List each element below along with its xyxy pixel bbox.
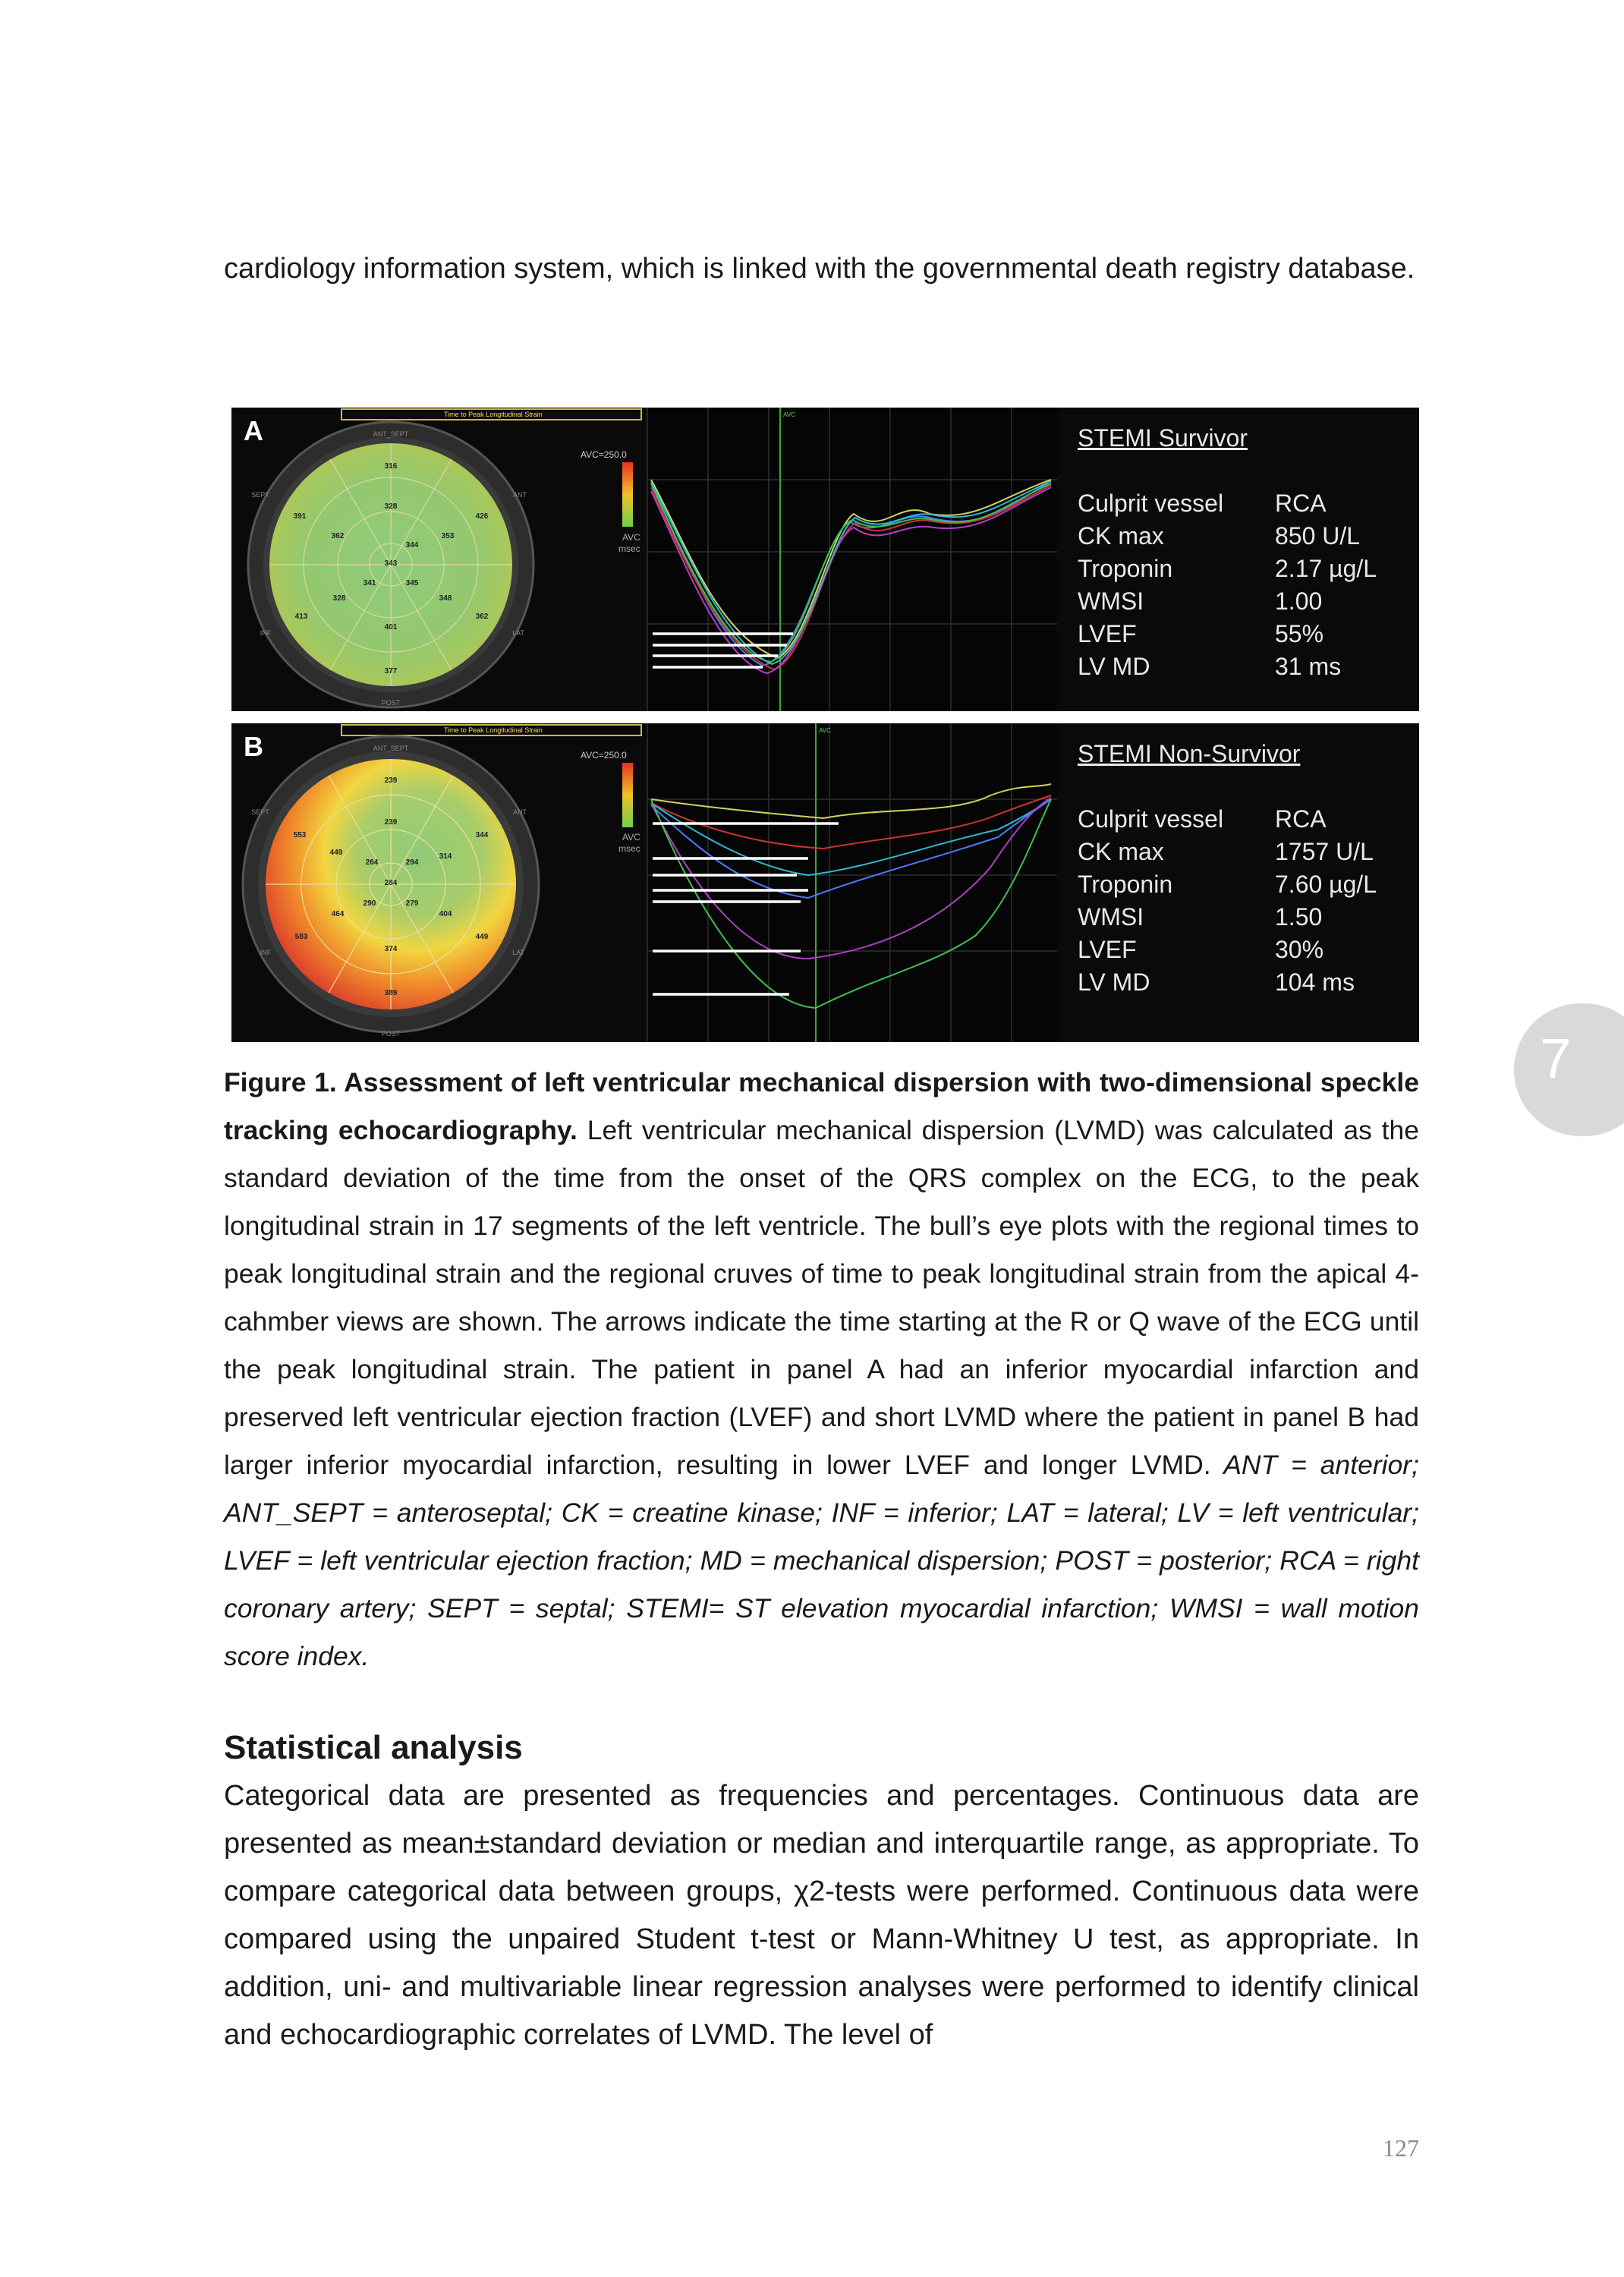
- info-row: LV MD 104 ms: [1078, 968, 1355, 996]
- seg-label: 404: [439, 910, 452, 918]
- seg-label: 353: [441, 532, 455, 540]
- caption-body: Left ventricular mechanical dispersion (LVMD) was calculated as the standard deviation of the time from the onset of the QRS complex on the ECG, to the peak longitudinal strain in 17 segments of the left ventricle. The bull’s eye plots with the regional times to peak longitudinal strain and the regional cruves of time to peak longitudinal strain from the apical 4-cahmber views are shown. The arrows indicate the time starting at the R or Q wave of the ECG until the peak longitudinal strain. The patient in panel A had an inferior myocardial infarction and preserved left ventricular ejection fraction (LVEF) and short LVMD where the patient in panel B had larger inferior myocardial infarction, resulting in lower LVEF and longer LVMD.: [224, 1115, 1419, 1480]
- seg-label: 294: [405, 858, 419, 867]
- info-row: Troponin 7.60 µg/L: [1078, 871, 1377, 898]
- seg-label: 449: [475, 933, 489, 941]
- svg-text:AVC: AVC: [783, 411, 795, 418]
- svg-text:msec: msec: [618, 843, 640, 854]
- svg-text:AVC=250.0: AVC=250.0: [581, 449, 627, 460]
- seg-label: 328: [384, 502, 398, 511]
- svg-text:AVC: AVC: [622, 532, 640, 543]
- chapter-tab: [1514, 1003, 1624, 1136]
- seg-label: 389: [384, 989, 398, 997]
- page-number: 127: [1383, 2134, 1419, 2162]
- seg-label: 553: [293, 831, 307, 839]
- svg-text:ANT_SEPT: ANT_SEPT: [373, 430, 409, 438]
- figure-panel-a: [231, 408, 1419, 711]
- seg-label: 362: [331, 532, 345, 540]
- info-row: Culprit vessel RCA: [1078, 805, 1327, 833]
- info-row: CK max 1757 U/L: [1078, 838, 1374, 865]
- seg-label: 239: [384, 776, 398, 785]
- seg-label: 343: [384, 559, 398, 568]
- info-row: CK max 850 U/L: [1078, 522, 1361, 550]
- caption-abbreviations: ANT = anterior; ANT_SEPT = anteroseptal; CK = creatine kinase; INF = inferior; LAT = lateral; LV = left ventricular; LVEF = left ventricular ejection fraction; MD = mechanical dispersion; POST = posterior; RCA = right coronary artery; SEPT = septal; STEMI= ST elevation myocardial infarction; WMSI = wall motion score index.: [224, 1450, 1419, 1671]
- seg-label: 583: [294, 933, 308, 941]
- seg-label: 362: [475, 613, 489, 621]
- svg-text:AVC: AVC: [819, 727, 831, 734]
- panel-b-letter: B: [244, 731, 263, 762]
- seg-label: 279: [405, 899, 419, 908]
- info-row: WMSI 1.00: [1078, 587, 1323, 615]
- panel-a-strain-curves: [647, 408, 1057, 711]
- svg-text:POST: POST: [381, 699, 401, 707]
- color-scale-bar: [622, 462, 633, 527]
- seg-label: 413: [294, 613, 308, 621]
- seg-label: 314: [439, 852, 452, 861]
- info-row: Culprit vessel RCA: [1078, 490, 1327, 517]
- seg-label: 426: [475, 512, 489, 521]
- chapter-number: 7: [1540, 1027, 1572, 1090]
- seg-label: 377: [384, 667, 398, 676]
- svg-text:msec: msec: [618, 543, 640, 554]
- seg-label: 344: [405, 541, 419, 550]
- panel-a-letter: A: [244, 415, 263, 446]
- seg-label: 316: [384, 462, 398, 471]
- intro-paragraph: cardiology information system, which is linked with the governmental death registry database.: [224, 253, 1415, 285]
- info-row: LVEF 55%: [1078, 620, 1324, 647]
- seg-label: 345: [405, 579, 419, 587]
- panel-b-info: [1078, 740, 1377, 999]
- seg-label: 341: [363, 579, 376, 587]
- info-row: WMSI 1.50: [1078, 903, 1323, 931]
- panel-a-chart-label: Time to Peak Longitudinal Strain: [444, 411, 543, 418]
- seg-label: 348: [439, 594, 452, 603]
- seg-label: 328: [332, 594, 346, 603]
- color-scale-bar: [622, 763, 633, 827]
- section-paragraph: Categorical data are presented as frequencies and percentages. Continuous data are presented as mean±standard deviation or median and interquartile range, as appropriate. To compare categorical data between groups, χ2-tests were performed. Continuous data were compared using the unpaired Student t-test or Mann-Whitney U test, as appropriate. In addition, uni- and multivariable linear regression analyses were performed to identify clinical and echocardiographic correlates of LVMD. The level of: [224, 1780, 1419, 2051]
- seg-label: 391: [293, 512, 307, 521]
- seg-label: 290: [363, 899, 376, 908]
- info-row: Troponin 2.17 µg/L: [1078, 555, 1377, 582]
- seg-label: 344: [475, 831, 489, 839]
- panel-b-strain-curves: [647, 723, 1057, 1042]
- svg-text:SEPT: SEPT: [251, 491, 269, 499]
- seg-label: 449: [329, 849, 343, 857]
- svg-text:POST: POST: [381, 1030, 401, 1038]
- info-row: LV MD 31 ms: [1078, 653, 1342, 680]
- panel-b-info-title: STEMI Non-Survivor: [1078, 740, 1301, 767]
- seg-label: 284: [384, 879, 398, 887]
- seg-label: 264: [365, 858, 379, 867]
- info-row: LVEF 30%: [1078, 936, 1324, 963]
- svg-text:LAT: LAT: [512, 949, 524, 956]
- figure-caption: [224, 1059, 1419, 1680]
- svg-text:ANT: ANT: [513, 491, 527, 499]
- svg-text:SEPT: SEPT: [251, 808, 269, 816]
- svg-text:INF: INF: [260, 949, 272, 956]
- svg-text:LAT: LAT: [512, 629, 524, 637]
- caption-title: Figure 1. Assessment of left ventricular mechanical dispersion with two-dimensional speckle tracking echocardiography.: [224, 1067, 1419, 1145]
- seg-label: 401: [384, 623, 398, 631]
- seg-label: 464: [331, 910, 345, 918]
- section-heading: Statistical analysis: [224, 1729, 523, 1766]
- seg-label: 239: [384, 818, 398, 827]
- svg-text:ANT: ANT: [513, 808, 527, 816]
- seg-label: 374: [384, 945, 398, 953]
- figure-panel-b: [231, 723, 1419, 1042]
- panel-a-info-title: STEMI Survivor: [1078, 424, 1248, 452]
- svg-text:AVC=250.0: AVC=250.0: [581, 750, 627, 761]
- panel-a-info: [1078, 424, 1377, 683]
- svg-text:INF: INF: [260, 629, 272, 637]
- svg-text:AVC: AVC: [622, 832, 640, 842]
- panel-b-chart-label: Time to Peak Longitudinal Strain: [444, 726, 543, 734]
- svg-text:ANT_SEPT: ANT_SEPT: [373, 745, 409, 752]
